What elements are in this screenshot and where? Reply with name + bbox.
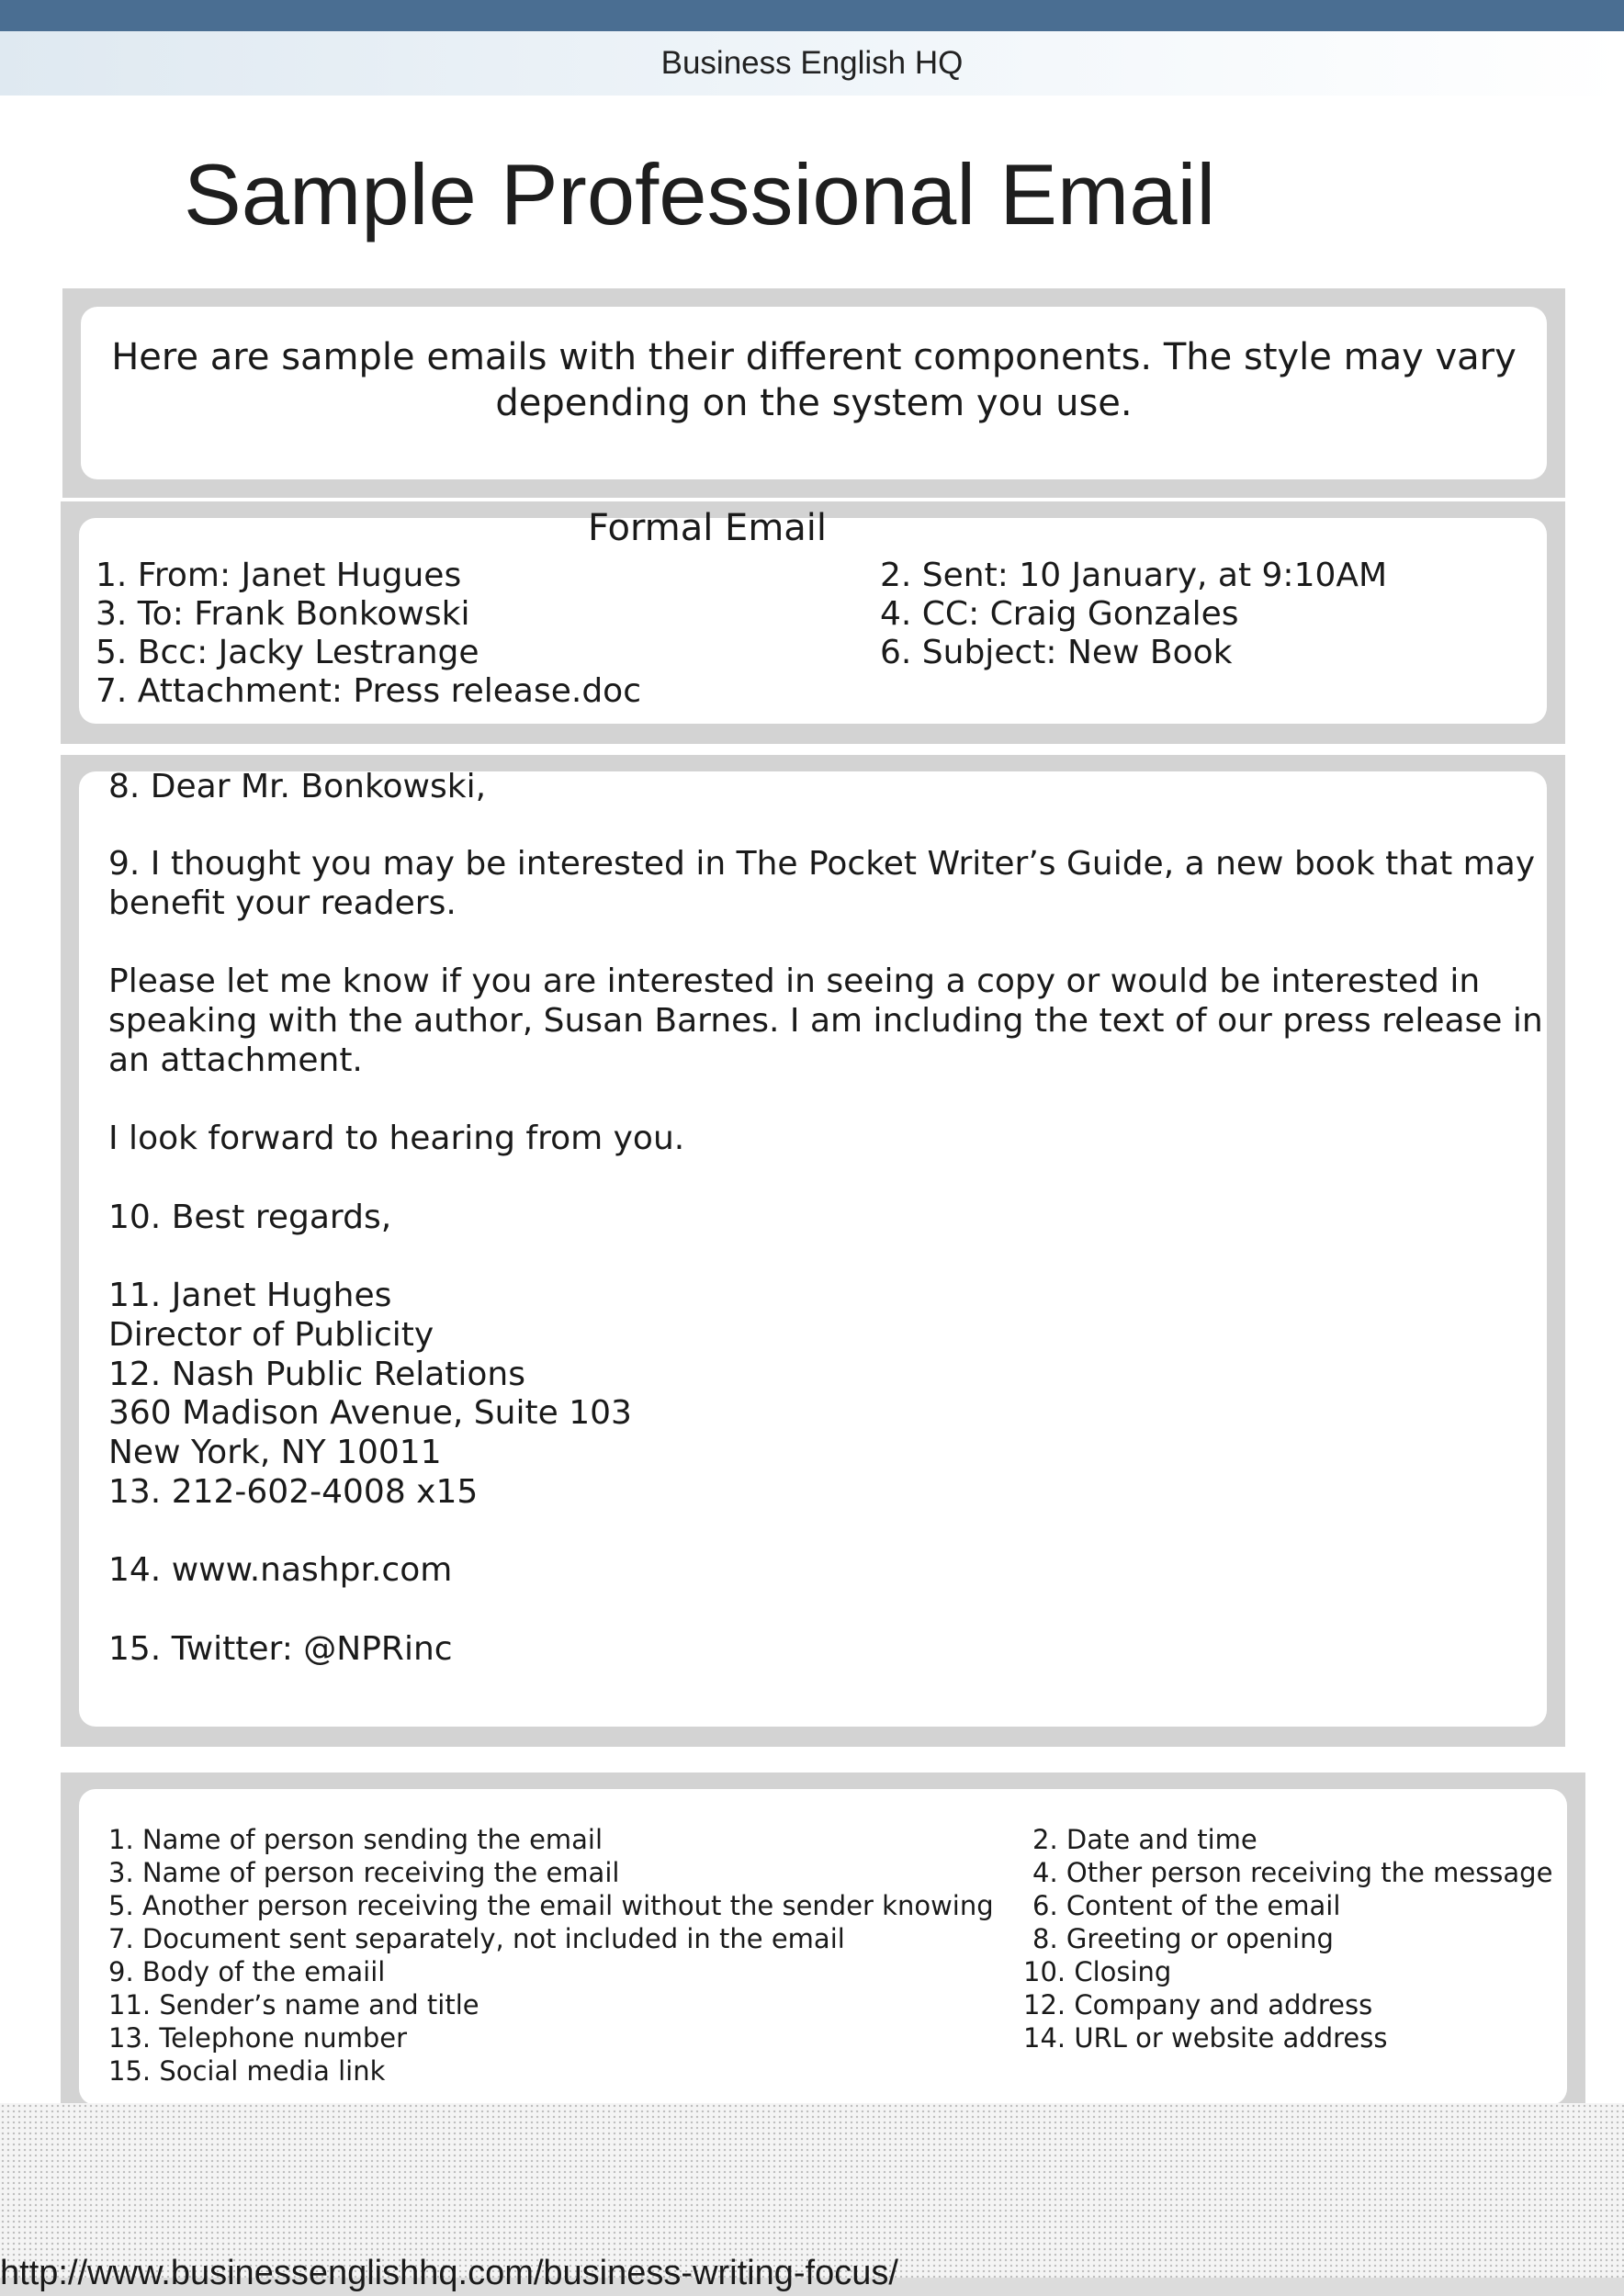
legend-item-5: 5. Another person receiving the email without the sender knowing	[108, 1890, 994, 1921]
top-bar	[0, 0, 1624, 31]
field-bcc: 5. Bcc: Jacky Lestrange	[96, 634, 479, 671]
intro-text	[81, 334, 1547, 426]
legend-item-2: 2. Date and time	[1032, 1824, 1257, 1855]
body-p3: I look forward to hearing from you.	[108, 1120, 685, 1157]
field-cc: 4. CC: Craig Gonzales	[880, 595, 1239, 633]
legend-item-8: 8. Greeting or opening	[1032, 1923, 1334, 1954]
dotted-background	[0, 2103, 1624, 2278]
field-subject: 6. Subject: New Book	[880, 634, 1233, 671]
legend-item-1: 1. Name of person sending the email	[108, 1824, 603, 1855]
field-from: 1. From: Janet Hugues	[96, 557, 462, 594]
legend-item-12: 12. Company and address	[1023, 1989, 1373, 2020]
field-attachment: 7. Attachment: Press release.doc	[96, 672, 641, 710]
legend-item-9: 9. Body of the emaiil	[108, 1956, 386, 1987]
legend-item-4: 4. Other person receiving the message	[1032, 1857, 1553, 1888]
intro-line-1: Here are sample emails with their different components. The style may vary	[111, 336, 1517, 378]
body-greeting: 8. Dear Mr. Bonkowski,	[108, 768, 487, 805]
body-p2-line3: an attachment.	[108, 1041, 363, 1079]
body-closing: 10. Best regards,	[108, 1199, 392, 1236]
legend-item-3: 3. Name of person receiving the email	[108, 1857, 620, 1888]
body-sender-name: 11. Janet Hughes	[108, 1277, 392, 1314]
body-address2: New York, NY 10011	[108, 1434, 442, 1471]
legend-item-14: 14. URL or website address	[1023, 2022, 1388, 2054]
legend-item-15: 15. Social media link	[108, 2055, 386, 2087]
body-p1-line2: benefit your readers.	[108, 884, 457, 922]
legend-item-7: 7. Document sent separately, not included in the email	[108, 1923, 845, 1954]
site-name: Business English HQ	[660, 45, 964, 81]
legend-item-11: 11. Sender’s name and title	[108, 1989, 479, 2020]
legend-item-6: 6. Content of the email	[1032, 1890, 1341, 1921]
body-sender-title: Director of Publicity	[108, 1316, 434, 1354]
page-title: Sample Professional Email	[184, 146, 1216, 242]
body-company: 12. Nash Public Relations	[108, 1356, 526, 1393]
body-p2-line1: Please let me know if you are interested in seeing a copy or would be interested in	[108, 962, 1481, 1000]
legend-item-10: 10. Closing	[1023, 1956, 1172, 1987]
field-sent: 2. Sent: 10 January, at 9:10AM	[880, 557, 1388, 594]
body-address1: 360 Madison Avenue, Suite 103	[108, 1394, 632, 1432]
body-p1-line1: 9. I thought you may be interested in The Pocket Writer’s Guide, a new book that may	[108, 845, 1536, 883]
field-to: 3. To: Frank Bonkowski	[96, 595, 470, 633]
intro-line-2: depending on the system you use.	[495, 382, 1133, 424]
body-twitter: 15. Twitter: @NPRinc	[108, 1630, 453, 1668]
body-p2-line2: speaking with the author, Susan Barnes. I am including the text of our press release in	[108, 1002, 1543, 1040]
formal-email-heading: Formal Email	[587, 507, 828, 549]
body-website: 14. www.nashpr.com	[108, 1551, 453, 1589]
body-phone: 13. 212-602-4008 x15	[108, 1473, 479, 1511]
footer-url-link[interactable]: http://www.businessenglishhq.com/business-writing-focus/	[0, 2254, 898, 2292]
legend-item-13: 13. Telephone number	[108, 2022, 408, 2054]
